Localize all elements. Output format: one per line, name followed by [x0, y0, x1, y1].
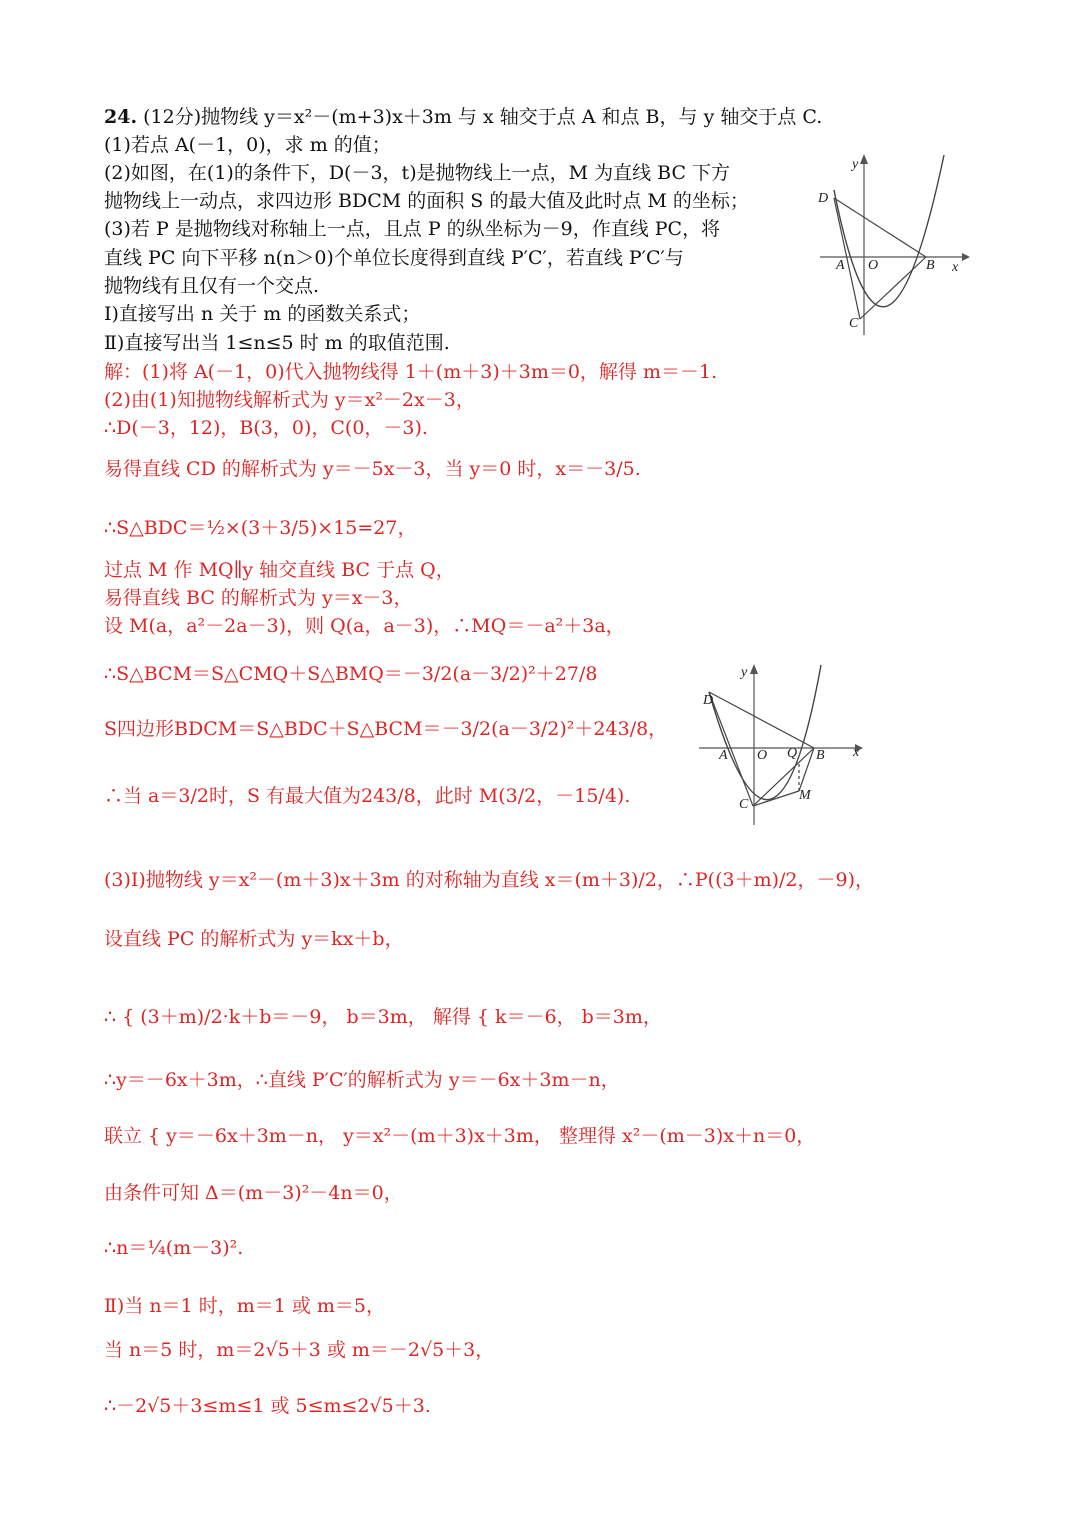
problem-part-3b: 直线 PC 向下平移 n(n＞0)个单位长度得到直线 P′C′，若直线 P′C′与: [104, 247, 684, 269]
problem-part-3c: 抛物线有且仅有一个交点.: [104, 275, 320, 297]
y-axis-arrow: [860, 154, 868, 164]
solution-system-combine: 联立 { y＝－6x＋3m－n， y＝x²－(m＋3)x＋3m， 整理得 x²－(m－3)x＋n＝0，: [104, 1125, 816, 1147]
label-x: x: [853, 745, 860, 760]
label-d: D: [818, 191, 829, 206]
label-q: Q: [787, 746, 798, 761]
label-b: B: [926, 258, 935, 273]
parabola-curve: [834, 155, 944, 307]
solution-n-formula: ∴n＝¼(m－3)².: [104, 1237, 244, 1259]
y-axis-arrow: [750, 664, 758, 674]
label-a: A: [719, 748, 728, 763]
problem-line-1: [104, 103, 822, 131]
problem-part-3ii: Ⅱ)直接写出当 1≤n≤5 时 m 的取值范围.: [104, 332, 450, 354]
solution-line-pc-shift: ∴y＝－6x＋3m，∴直线 P′C′的解析式为 y＝－6x＋3m－n，: [104, 1069, 620, 1091]
label-o: O: [868, 258, 879, 273]
label-x: x: [952, 260, 959, 275]
x-axis-arrow: [962, 253, 970, 261]
label-o: O: [757, 748, 768, 763]
solution-system-kb: ∴ { (3＋m)/2·k＋b＝－9， b＝3m， 解得 { k＝－6， b＝3m，: [104, 1006, 662, 1028]
label-c: C: [849, 316, 859, 331]
label-y: y: [852, 157, 859, 172]
solution-points: ∴D(－3，12)，B(3，0)，C(0，－3).: [104, 417, 428, 439]
solution-part-ii-n1: Ⅱ)当 n＝1 时，m＝1 或 m＝5，: [104, 1295, 386, 1317]
problem-part-3i: Ⅰ)直接写出 n 关于 m 的函数关系式；: [104, 303, 421, 325]
label-c: C: [739, 797, 749, 812]
label-m: M: [799, 788, 811, 803]
solution-max: ∴当 a＝3/2时，S 有最大值为243/8，此时 M(3/2，－15/4).: [104, 785, 631, 807]
problem-part-1: (1)若点 A(－1，0)，求 m 的值；: [104, 134, 391, 156]
problem-part-2b: 抛物线上一动点，求四边形 BDCM 的面积 S 的最大值及此时点 M 的坐标；: [104, 190, 749, 212]
solution-mq: 过点 M 作 MQ∥y 轴交直线 BC 于点 Q，: [104, 559, 455, 581]
solution-set-m: 设 M(a，a²－2a－3)，则 Q(a，a－3)，∴MQ＝－a²＋3a，: [104, 615, 625, 637]
label-d: D: [703, 693, 714, 708]
solution-area-bdc: ∴S△BDC＝½×(3＋3/5)×15=27，: [104, 517, 417, 539]
solution-area-quad: S四边形BDCM＝S△BDC＋S△BCM＝－3/2(a－3/2)²＋243/8，: [104, 718, 668, 740]
solution-area-bcm: ∴S△BCM＝S△CMQ＋S△BMQ＝－3/2(a－3/2)²＋27/8: [104, 663, 598, 685]
problem-number: 24.: [104, 106, 138, 128]
problem-intro: (12分)抛物线 y＝x²－(m+3)x＋3m 与 x 轴交于点 A 和点 B，与 y 轴交于点 C.: [143, 106, 823, 128]
figure-2-parabola-graph: [695, 660, 875, 830]
solution-part-ii-n5: 当 n＝5 时，m＝2√5＋3 或 m＝－2√5＋3，: [104, 1339, 495, 1361]
solution-discriminant: 由条件可知 Δ＝(m－3)²－4n＝0，: [104, 1182, 403, 1204]
solution-line-bc: 易得直线 BC 的解析式为 y＝x－3，: [104, 587, 413, 609]
parabola-curve: [709, 665, 821, 800]
figure-1-parabola-graph: [812, 150, 972, 340]
solution-range: ∴－2√5＋3≤m≤1 或 5≤m≤2√5＋3.: [104, 1395, 431, 1417]
solution-axis-symmetry: (3)Ⅰ)抛物线 y＝x²－(m＋3)x＋3m 的对称轴为直线 x＝(m＋3)/2，∴P((3＋m)/2，－9)，: [104, 869, 875, 891]
solution-part-1: 解：(1)将 A(－1，0)代入抛物线得 1＋(m＋3)＋3m＝0，解得 m＝－1.: [104, 361, 718, 383]
label-b: B: [816, 748, 825, 763]
label-a: A: [836, 258, 845, 273]
problem-part-3a: (3)若 P 是抛物线对称轴上一点，且点 P 的纵坐标为－9，作直线 PC，将: [104, 218, 721, 240]
solution-line-cd: 易得直线 CD 的解析式为 y＝－5x－3，当 y＝0 时，x＝－3/5.: [104, 458, 641, 480]
solution-set-pc: 设直线 PC 的解析式为 y＝kx＋b，: [104, 928, 404, 950]
problem-part-2a: (2)如图，在(1)的条件下，D(－3，t)是抛物线上一点，M 为直线 BC 下方: [104, 162, 731, 184]
solution-parabola: (2)由(1)知抛物线解析式为 y＝x²－2x－3，: [104, 389, 475, 411]
label-y: y: [741, 665, 748, 680]
segment-dc: [709, 692, 753, 806]
